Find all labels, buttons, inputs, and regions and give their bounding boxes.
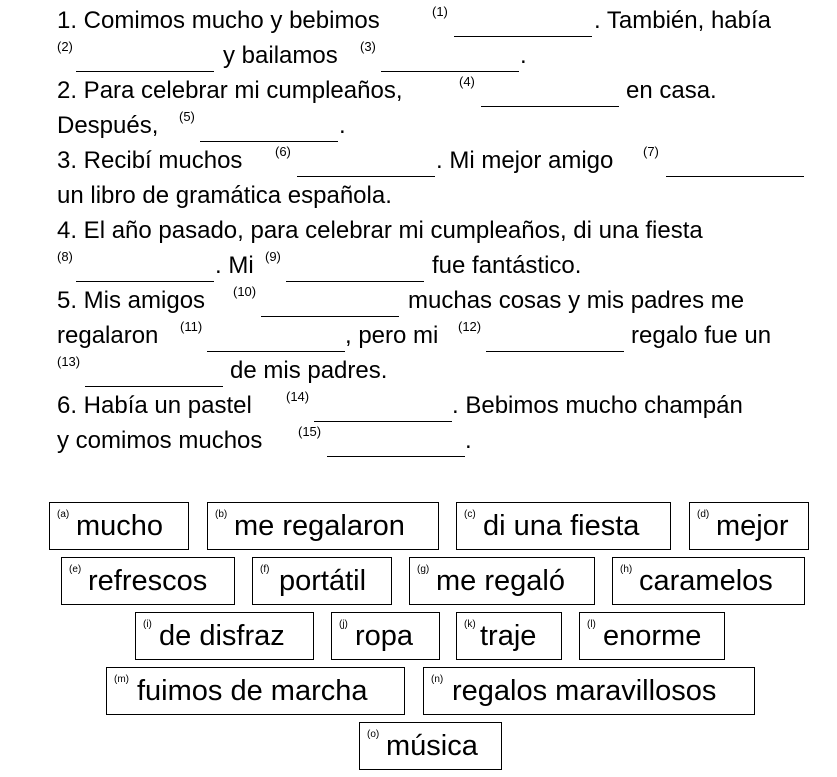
sentence-text: 3. Recibí muchos xyxy=(57,147,243,174)
option-word: me regaló xyxy=(436,565,565,597)
sentence-text: 5. Mis amigos xyxy=(57,287,206,314)
word-option[interactable] xyxy=(252,557,392,605)
sentence-text: , pero mi xyxy=(345,322,439,349)
blank-number: (9) xyxy=(265,249,281,264)
sentence-text: . xyxy=(520,42,527,69)
sentence-text: fue fantástico. xyxy=(432,252,582,279)
option-word: ropa xyxy=(355,620,414,652)
option-letter: (f) xyxy=(260,564,270,575)
option-word: fuimos de marcha xyxy=(137,675,368,707)
sentence-text: regalaron xyxy=(57,322,159,349)
option-word: portátil xyxy=(279,565,367,597)
option-letter: (i) xyxy=(143,619,152,630)
sentence-text: . Mi mejor amigo xyxy=(436,147,614,174)
option-letter: (a) xyxy=(57,509,70,520)
word-option[interactable] xyxy=(331,612,440,660)
word-option[interactable] xyxy=(61,557,235,605)
blank-number: (6) xyxy=(275,144,291,159)
option-letter: (o) xyxy=(367,729,380,740)
option-word: enorme xyxy=(603,620,702,652)
blank-number: (8) xyxy=(57,249,73,264)
blank-number: (14) xyxy=(286,389,310,404)
option-word: mejor xyxy=(716,510,789,542)
option-letter: (m) xyxy=(114,674,129,685)
sentence-text: un libro de gramática española. xyxy=(57,182,392,209)
option-letter: (k) xyxy=(464,619,476,630)
word-option[interactable] xyxy=(579,612,725,660)
option-letter: (c) xyxy=(464,509,476,520)
sentence-text: de mis padres. xyxy=(230,357,388,384)
blank-number: (12) xyxy=(458,319,482,334)
sentence-text: . Bebimos mucho champán xyxy=(452,392,743,419)
sentence-text: en casa. xyxy=(626,77,717,104)
option-word: mucho xyxy=(76,510,164,542)
blank-number: (11) xyxy=(180,319,203,334)
option-word: refrescos xyxy=(88,565,208,597)
blank-number: (13) xyxy=(57,354,81,369)
blank-number: (7) xyxy=(643,144,659,159)
option-word: traje xyxy=(480,620,537,652)
sentence-text: . xyxy=(465,427,472,454)
word-option[interactable] xyxy=(456,612,562,660)
sentence-text: muchas cosas y mis padres me xyxy=(408,287,745,314)
sentence-text: 1. Comimos mucho y bebimos xyxy=(57,7,380,34)
blank-number: (2) xyxy=(57,39,73,54)
word-option[interactable] xyxy=(612,557,805,605)
word-option[interactable] xyxy=(423,667,755,715)
option-letter: (b) xyxy=(215,509,228,520)
option-word: caramelos xyxy=(639,565,773,597)
blank-number: (10) xyxy=(233,284,257,299)
blank-number: (4) xyxy=(459,74,475,89)
option-letter: (g) xyxy=(417,564,430,575)
option-word: música xyxy=(386,730,478,762)
option-word: me regalaron xyxy=(234,510,405,542)
sentence-text: 4. El año pasado, para celebrar mi cumpleaños, di una fiesta xyxy=(57,217,703,244)
word-option[interactable] xyxy=(456,502,671,550)
sentence-text: regalo fue un xyxy=(631,322,772,349)
option-letter: (j) xyxy=(339,619,348,630)
blank-number: (5) xyxy=(179,109,195,124)
option-letter: (n) xyxy=(431,674,444,685)
option-word: de disfraz xyxy=(159,620,285,652)
option-letter: (d) xyxy=(697,509,710,520)
option-letter: (h) xyxy=(620,564,633,575)
sentence-text: . xyxy=(339,112,346,139)
option-letter: (e) xyxy=(69,564,82,575)
word-option[interactable] xyxy=(49,502,189,550)
word-option[interactable] xyxy=(359,722,502,770)
sentence-text: 2. Para celebrar mi cumpleaños, xyxy=(57,77,403,104)
word-option[interactable] xyxy=(207,502,439,550)
sentence-text: y comimos muchos xyxy=(57,427,263,454)
option-word: di una fiesta xyxy=(483,510,640,542)
blank-number: (3) xyxy=(360,39,376,54)
sentence-text: . Mi xyxy=(215,252,254,279)
word-option[interactable] xyxy=(409,557,595,605)
sentence-text: y bailamos xyxy=(223,42,338,69)
word-option[interactable] xyxy=(106,667,405,715)
option-word: regalos maravillosos xyxy=(452,675,717,707)
option-letter: (l) xyxy=(587,619,596,630)
blank-number: (1) xyxy=(432,4,448,19)
sentence-text: . También, había xyxy=(594,7,772,34)
word-option[interactable] xyxy=(689,502,809,550)
word-option[interactable] xyxy=(135,612,314,660)
blank-number: (15) xyxy=(298,424,322,439)
sentence-text: 6. Había un pastel xyxy=(57,392,252,419)
sentence-text: Después, xyxy=(57,112,159,139)
